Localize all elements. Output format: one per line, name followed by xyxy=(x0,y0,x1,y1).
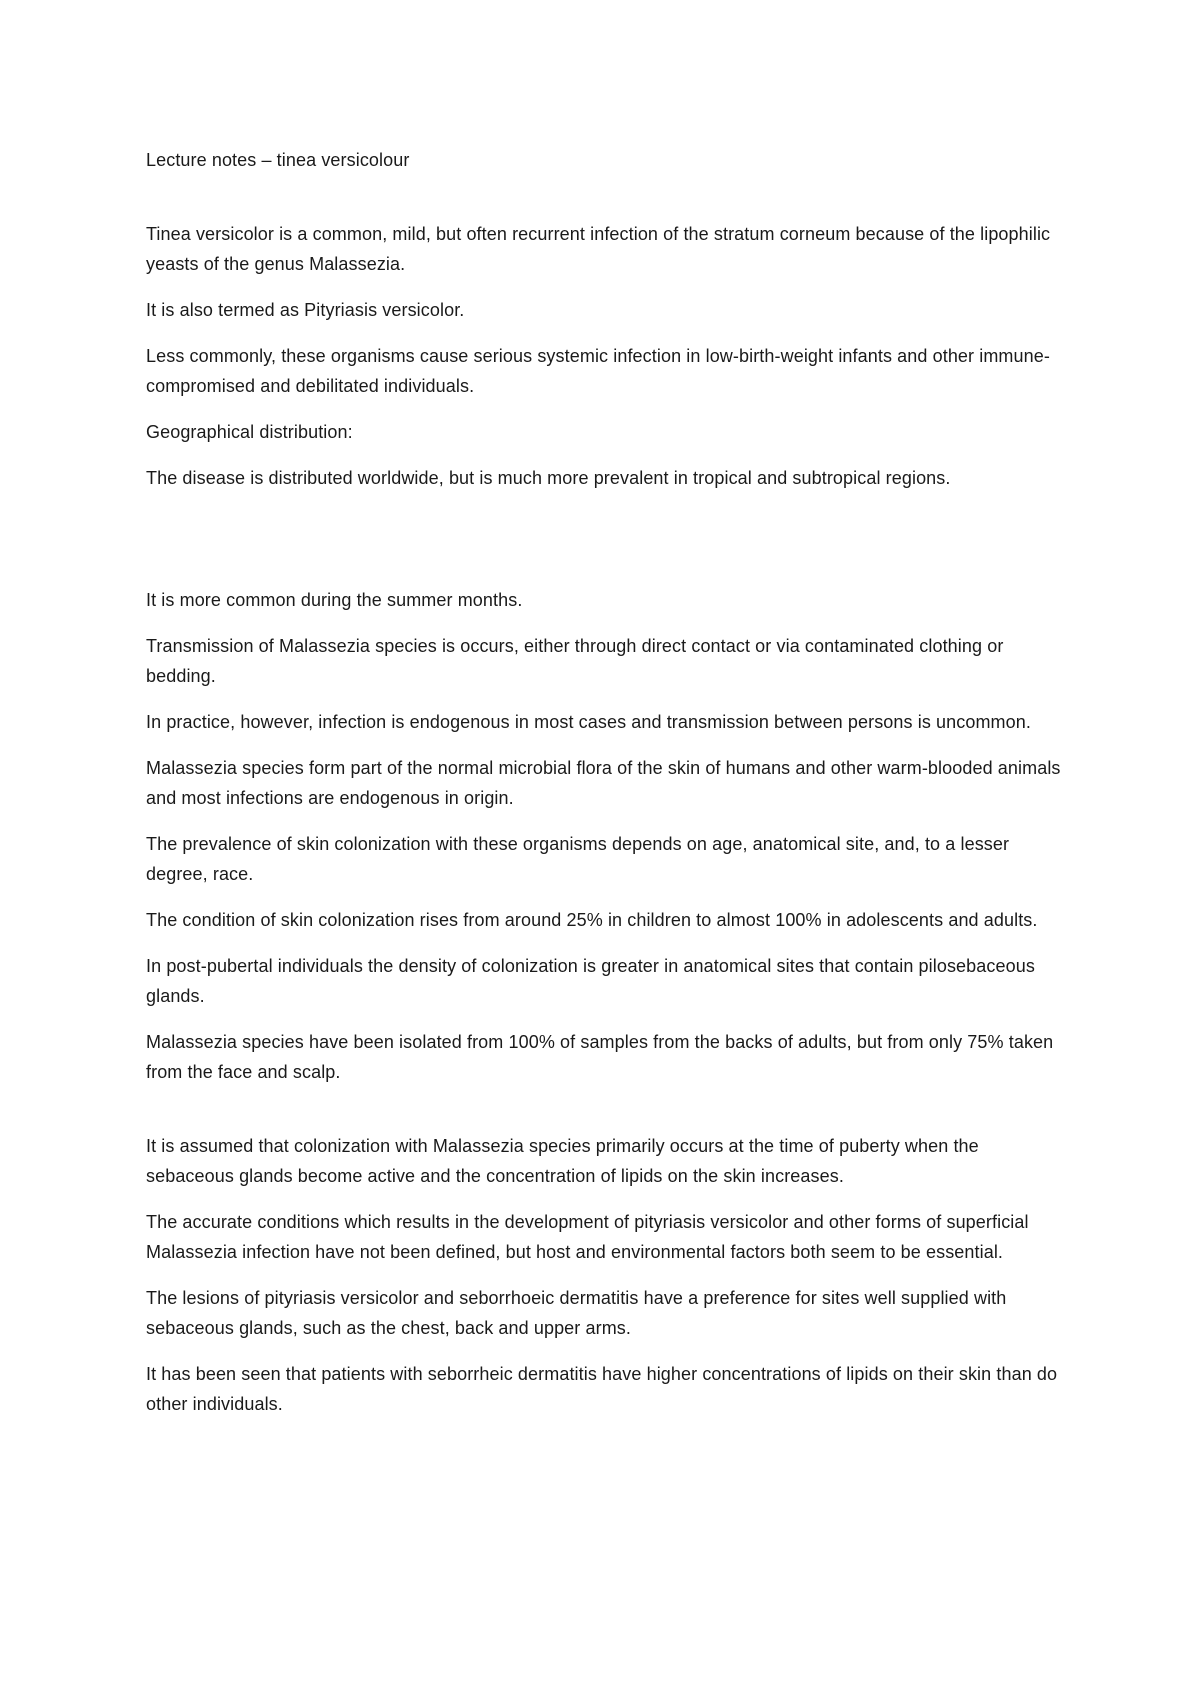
document-body xyxy=(146,145,1071,1435)
paragraph: Transmission of Malassezia species is occurs, either through direct contact or via contaminated clothing or bedding. xyxy=(146,636,1004,686)
paragraph: The prevalence of skin colonization with these organisms depends on age, anatomical site, and, to a lesser degree, race. xyxy=(146,834,1010,884)
paragraph: The accurate conditions which results in the development of pityriasis versicolor and other forms of superficial Malassezia infection have not been defined, but host and environmental factors both seem to be essential. xyxy=(146,1212,1029,1262)
paragraph: The lesions of pityriasis versicolor and seborrhoeic dermatitis have a preference for sites well supplied with sebaceous glands, such as the chest, back and upper arms. xyxy=(146,1288,1007,1338)
paragraph: The disease is distributed worldwide, but is much more prevalent in tropical and subtropical regions. xyxy=(146,468,951,488)
paragraph: It is assumed that colonization with Malassezia species primarily occurs at the time of puberty when the sebaceous glands become active and the concentration of lipids on the skin increases. xyxy=(146,1136,979,1186)
paragraph: Less commonly, these organisms cause serious systemic infection in low-birth-weight infants and other immune-compromised and debilitated individuals. xyxy=(146,346,1050,396)
paragraph: Malassezia species form part of the normal microbial flora of the skin of humans and other warm-blooded animals and most infections are endogenous in origin. xyxy=(146,758,1061,808)
paragraph: In practice, however, infection is endogenous in most cases and transmission between persons is uncommon. xyxy=(146,712,1031,732)
paragraph: It is also termed as Pityriasis versicolor. xyxy=(146,300,465,320)
paragraph: In post-pubertal individuals the density of colonization is greater in anatomical sites that contain pilosebaceous glands. xyxy=(146,956,1035,1006)
paragraph: It has been seen that patients with seborrheic dermatitis have higher concentrations of lipids on their skin than do other individuals. xyxy=(146,1364,1058,1414)
paragraph: Malassezia species have been isolated from 100% of samples from the backs of adults, but from only 75% taken from the face and scalp. xyxy=(146,1032,1054,1082)
section-heading: Geographical distribution: xyxy=(146,422,353,442)
paragraph: It is more common during the summer months. xyxy=(146,590,523,610)
paragraph: The condition of skin colonization rises from around 25% in children to almost 100% in adolescents and adults. xyxy=(146,910,1038,930)
paragraph: Tinea versicolor is a common, mild, but often recurrent infection of the stratum corneum because of the lipophilic yeasts of the genus Malassezia. xyxy=(146,224,1051,274)
document-title: Lecture notes – tinea versicolour xyxy=(146,150,410,170)
